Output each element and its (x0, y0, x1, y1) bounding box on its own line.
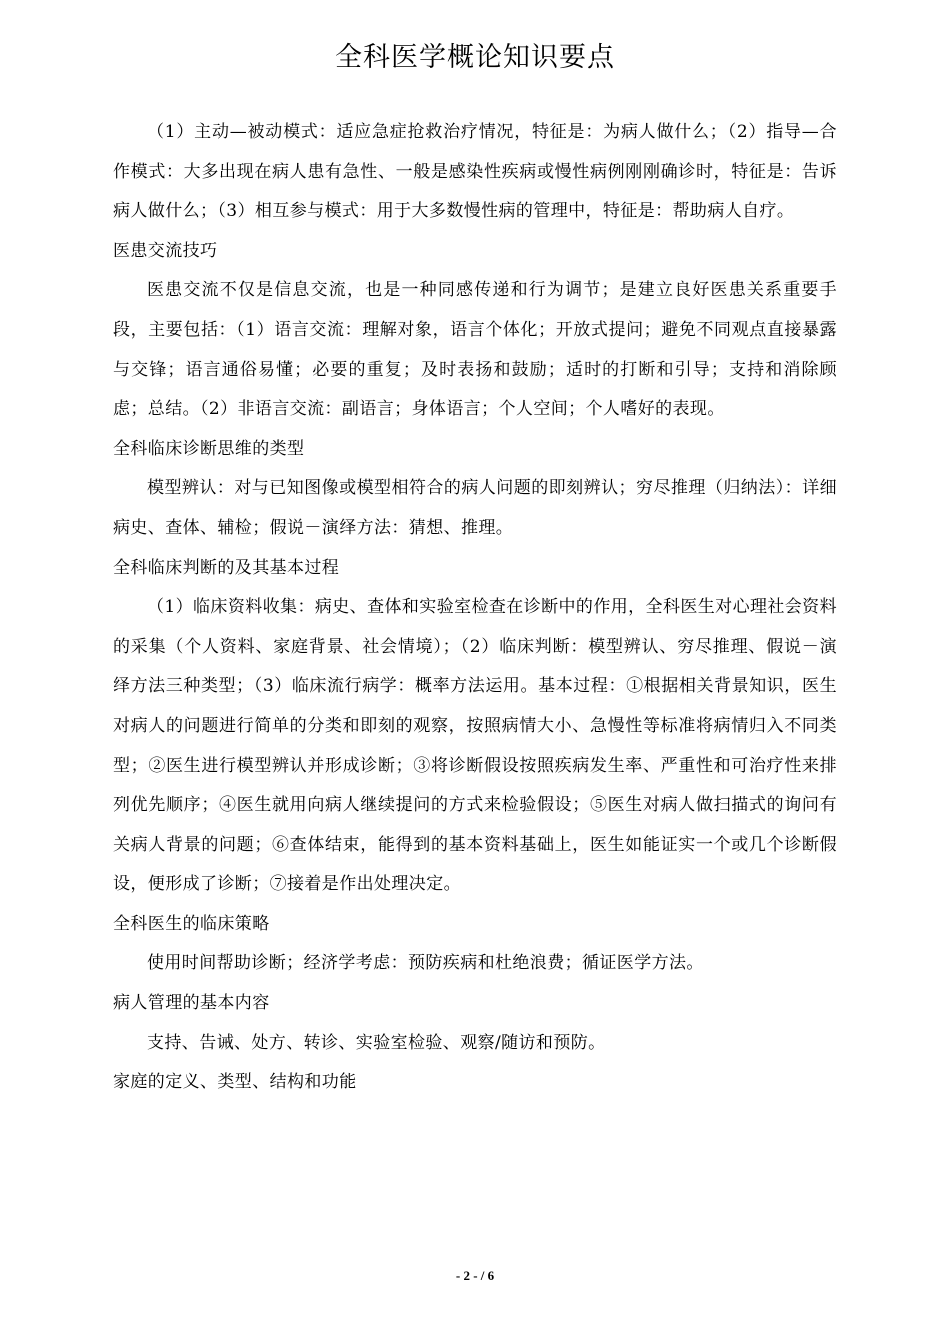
section-heading-family-definition: 家庭的定义、类型、结构和功能 (113, 1072, 357, 1093)
section-heading-patient-management: 病人管理的基本内容 (113, 993, 270, 1014)
section-heading-clinical-strategy: 全科医生的临床策略 (113, 913, 270, 934)
paragraph-clinical-judgment: （1）临床资料收集：病史、查体和实验室检查在诊断中的作用，全科医生对心理社会资料的采集（个人资料、家庭背景、社会情境）；（2）临床判断：模型辨认、穷尽推理、假说－演绎方法三种类型；（3）临床流行病学：概率方法运用。基本过程：①根据相关背景知识，医生对病人的问题进行简单的分类和即刻的观察，按照病情大小、急慢性等标准将病情归入不同类型；②医生进行模型辨认并形成诊断；③将诊断假设按照疾病发生率、严重性和可治疗性来排列优先顺序；④医生就用向病人继续提问的方式来检验假设；⑤医生对病人做扫描式的询问有关病人背景的问题；⑥查体结束，能得到的基本资料基础上，医生如能证实一个或几个诊断假设，便形成了诊断；⑦接着是作出处理决定。 (113, 597, 837, 895)
paragraph-patient-management: 支持、告诫、处方、转诊、实验室检验、观察/随访和预防。 (147, 1032, 606, 1053)
paragraph-communication-skills: 医患交流不仅是信息交流，也是一种同感传递和行为调节；是建立良好医患关系重要手段，主要包括：（1）语言交流：理解对象，语言个体化；开放式提问；避免不同观点直接暴露与交锋；语言通俗易懂；必要的重复；及时表扬和鼓励；适时的打断和引导；支持和消除顾虑；总结。（2）非语言交流：副语言；身体语言；个人空间；个人嗜好的表现。 (113, 280, 837, 420)
document-body (113, 113, 837, 1103)
paragraph-doctor-patient-models: （1）主动—被动模式：适应急症抢救治疗情况，特征是：为病人做什么；（2）指导—合作模式：大多出现在病人患有急性、一般是感染性疾病或慢性病例刚刚确诊时，特征是：告诉病人做什么；（3）相互参与模式：用于大多数慢性病的管理中，特征是：帮助病人自疗。 (113, 122, 837, 222)
section-heading-clinical-judgment: 全科临床判断的及其基本过程 (113, 557, 340, 578)
section-heading-diagnostic-thinking: 全科临床诊断思维的类型 (113, 438, 305, 459)
paragraph-clinical-strategy: 使用时间帮助诊断；经济学考虑：预防疾病和杜绝浪费；循证医学方法。 (147, 953, 704, 974)
document-title: 全科医学概论知识要点 (335, 42, 615, 73)
section-heading-communication-skills: 医患交流技巧 (113, 240, 218, 261)
page-number: - 2 - / 6 (455, 1268, 495, 1283)
paragraph-diagnostic-thinking: 模型辨认：对与已知图像或模型相符合的病人问题的即刻辨认；穷尽推理（归纳法）：详细病史、查体、辅检；假说－演绎方法：猜想、推理。 (113, 478, 837, 538)
